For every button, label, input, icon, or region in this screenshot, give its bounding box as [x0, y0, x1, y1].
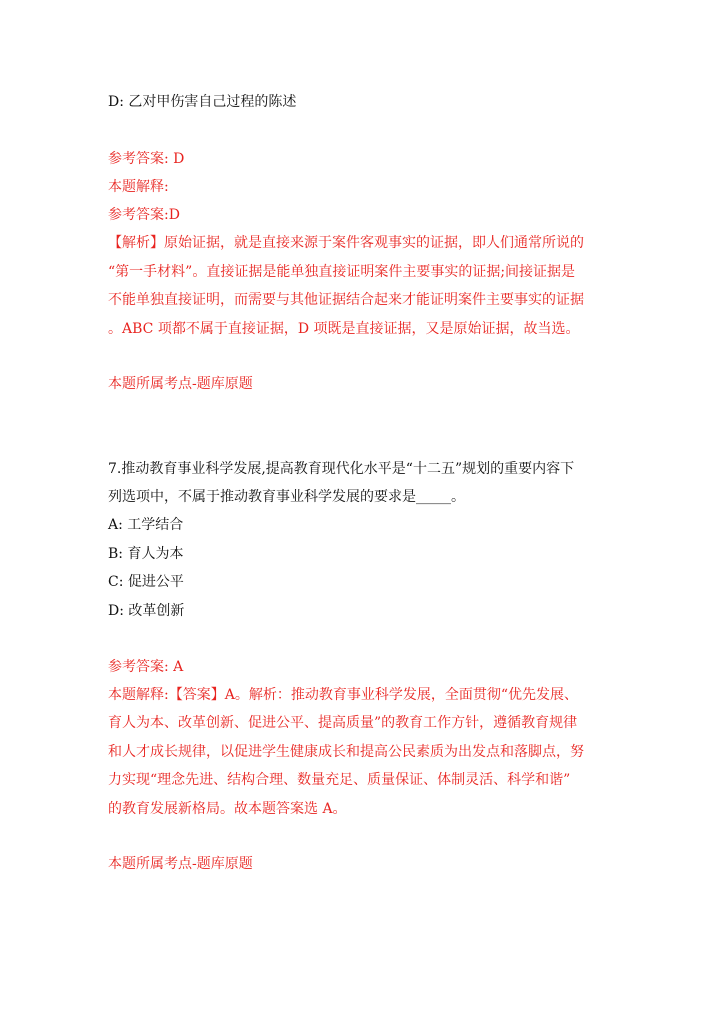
- q7-explanation-line-5: 的教育发展新格局。故本题答案选 A。: [108, 801, 347, 817]
- q7-explanation-line-4: 力实现“理念先进、结构合理、数量充足、质量保证、体制灵活、科学和谐”: [108, 772, 571, 788]
- q7-explanation-line-1: 本题解释:【答案】A。解析：推动教育事业科学发展，全面贯彻“优先发展、: [108, 687, 578, 703]
- q6-explanation-line-4: 。ABC 项都不属于直接证据，D 项既是直接证据，又是原始证据，故当选。: [108, 321, 580, 337]
- q6-explanation-line-3: 不能单独直接证明，而需要与其他证据结合起来才能证明案件主要事实的证据: [108, 292, 584, 308]
- q6-option-d: D: 乙对甲伤害自己过程的陈述: [108, 94, 297, 110]
- q7-question-line-1: 7.推动教育事业科学发展,提高教育现代化水平是“十二五”规划的重要内容下: [108, 461, 575, 477]
- q7-option-c: C: 促进公平: [108, 574, 184, 590]
- q6-explanation-line-1: 【解析】原始证据，就是直接来源于案件客观事实的证据，即人们通常所说的: [108, 235, 584, 251]
- q7-option-a: A: 工学结合: [108, 517, 184, 533]
- q7-option-b: B: 育人为本: [108, 546, 184, 562]
- q6-answer-ref: 参考答案: D: [108, 151, 185, 167]
- q6-source: 本题所属考点-题库原题: [108, 376, 253, 392]
- q6-answer-ref-2: 参考答案:D: [108, 207, 180, 223]
- q6-explanation-label: 本题解释:: [108, 179, 169, 195]
- q6-explanation-line-2: “第一手材料”。直接证据是能单独直接证明案件主要事实的证据;间接证据是: [108, 264, 576, 280]
- q7-option-d: D: 改革创新: [108, 603, 185, 619]
- q7-source: 本题所属考点-题库原题: [108, 856, 253, 872]
- q7-explanation-line-3: 和人才成长规律，以促进学生健康成长和提高公民素质为出发点和落脚点，努: [108, 744, 584, 760]
- q7-question-line-2: 列选项中，不属于推动教育事业科学发展的要求是_____。: [108, 489, 465, 505]
- q7-answer-ref: 参考答案: A: [108, 659, 184, 675]
- q7-explanation-line-2: 育人为本、改革创新、促进公平、提高质量”的教育工作方针，遵循教育规律: [108, 715, 578, 731]
